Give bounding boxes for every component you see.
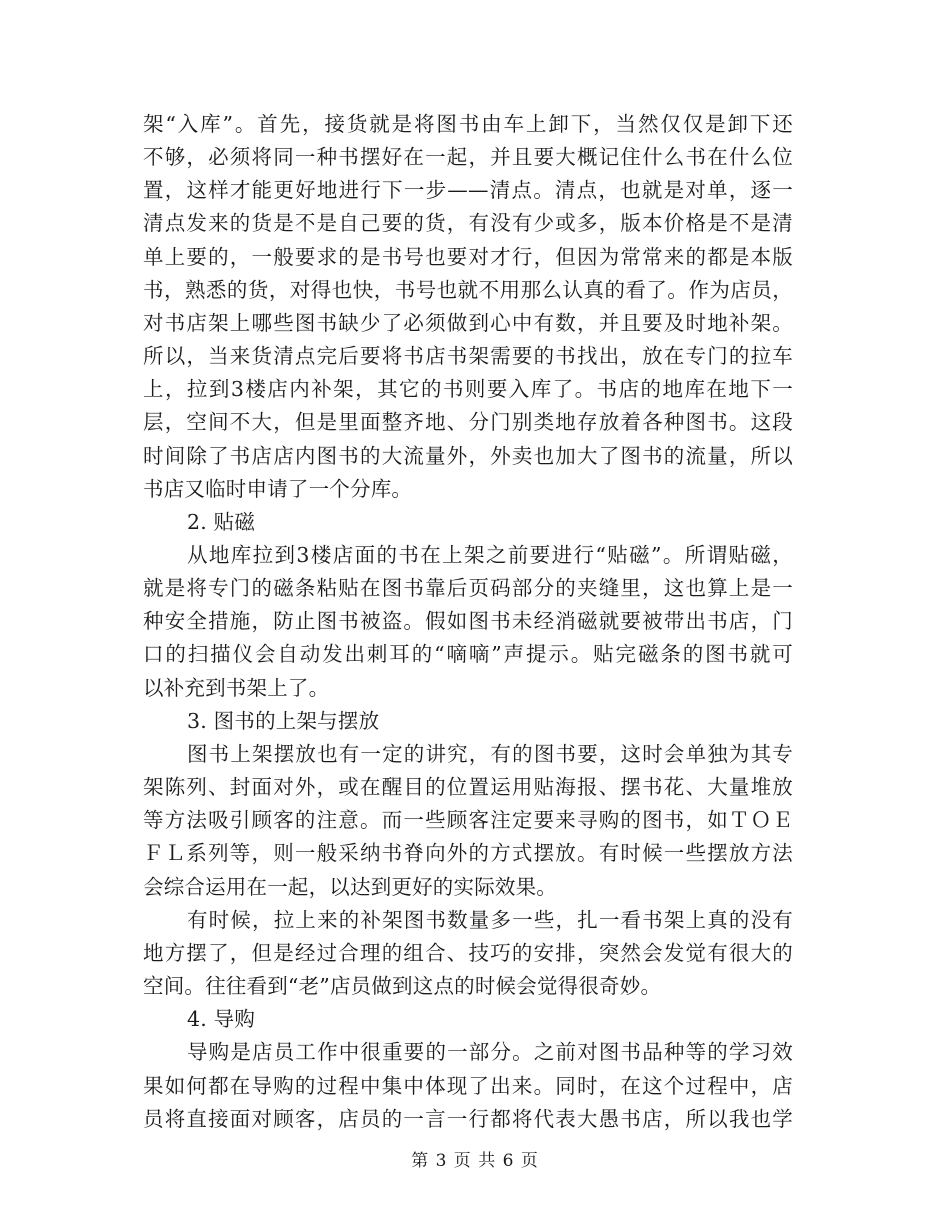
text-line: 不够，必须将同一种书摆好在一起，并且要大概记住什么书在什么位 <box>143 145 793 169</box>
text-line: 书，熟悉的货，对得也快，书号也就不用那么认真的看了。作为店员， <box>143 278 793 302</box>
text-line: 就是将专门的磁条粘贴在图书靠后页码部分的夹缝里，这也算上是一 <box>143 576 793 600</box>
text-line: 置，这样才能更好地进行下一步——清点。清点，也就是对单，逐一 <box>143 178 793 202</box>
text-line: 上，拉到3楼店内补架，其它的书则要入库了。书店的地库在地下一 <box>143 377 793 401</box>
text-line: 所以，当来货清点完后要将书店书架需要的书找出，放在专门的拉车 <box>143 344 793 368</box>
text-line: 时间除了书店店内图书的大流量外，外卖也加大了图书的流量，所以 <box>143 444 793 468</box>
page-number-footer: 第 3 页 共 6 页 <box>411 1151 539 1171</box>
text-line: 从地库拉到3楼店面的书在上架之前要进行“贴磁”。所谓贴磁， <box>187 543 793 567</box>
text-line: 导购是店员工作中很重要的一部分。之前对图书品种等的学习效 <box>187 1040 793 1064</box>
text-line: 员将直接面对顾客，店员的一言一行都将代表大愚书店，所以我也学 <box>143 1107 793 1131</box>
text-line: 清点发来的货是不是自己要的货，有没有少或多，版本价格是不是清 <box>143 211 793 235</box>
text-line: 等方法吸引顾客的注意。而一些顾客注定要来寻购的图书，如ＴＯＥ <box>143 808 793 832</box>
text-line: 空间。往往看到“老”店员做到这点的时候会觉得很奇妙。 <box>143 974 662 998</box>
text-line: 以补充到书架上了。 <box>143 676 330 700</box>
text-line: 层，空间不大，但是里面整齐地、分门别类地存放着各种图书。这段 <box>143 410 793 434</box>
text-line: 单上要的，一般要求的是书号也要对才行，但因为常常来的都是本版 <box>143 245 793 269</box>
text-line: 种安全措施，防止图书被盗。假如图书未经消磁就要被带出书店，门 <box>143 609 793 633</box>
text-line: 图书上架摆放也有一定的讲究，有的图书要，这时会单独为其专 <box>187 742 793 766</box>
text-line: 有时候，拉上来的补架图书数量多一些，扎一看书架上真的没有 <box>187 908 793 932</box>
section-heading: 3. 图书的上架与摆放 <box>187 709 380 733</box>
text-line: 对书店架上哪些图书缺少了必须做到心中有数，并且要及时地补架。 <box>143 311 793 335</box>
text-line: 会综合运用在一起，以达到更好的实际效果。 <box>143 875 557 899</box>
text-line: 架陈列、封面对外，或在醒目的位置运用贴海报、摆书花、大量堆放 <box>143 775 793 799</box>
text-line: 书店又临时申请了一个分库。 <box>143 477 413 501</box>
text-line: 果如何都在导购的过程中集中体现了出来。同时，在这个过程中，店 <box>143 1074 793 1098</box>
section-heading: 4. 导购 <box>187 1007 256 1031</box>
text-line: 口的扫描仪会自动发出刺耳的“嘀嘀”声提示。贴完磁条的图书就可 <box>143 642 793 666</box>
section-heading: 2. 贴磁 <box>187 510 256 534</box>
text-line: 地方摆了，但是经过合理的组合、技巧的安排，突然会发觉有很大的 <box>143 941 793 965</box>
text-line: 架“入库”。首先，接货就是将图书由车上卸下，当然仅仅是卸下还 <box>143 112 793 136</box>
text-line: ＦＬ系列等，则一般采纳书脊向外的方式摆放。有时候一些摆放方法 <box>143 841 793 865</box>
